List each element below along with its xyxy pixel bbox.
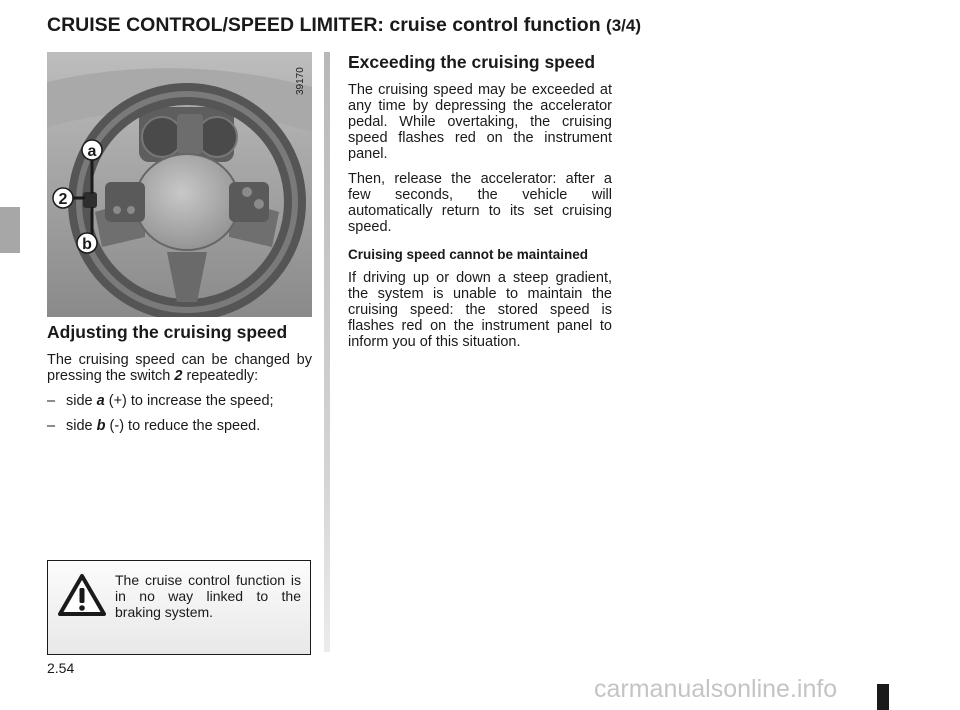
warning-box (47, 560, 311, 655)
page-number: 2.54 (47, 660, 75, 676)
cannot-maintain-heading: Cruising speed cannot be maintained (348, 247, 589, 262)
cannot-maintain-paragraph: If driving up or down a steep gradient, the system is unable to maintain the cruising speed: the stored speed is flashes red on the instrument panel to inform you of this situation. (348, 270, 612, 350)
title-part: (3/4) (606, 16, 641, 35)
svg-text:39170: 39170 (295, 67, 306, 95)
exceeding-heading: Exceeding the cruising speed (348, 52, 596, 72)
switch-ref: 2 (174, 368, 183, 384)
adjusting-intro: The cruising speed can be changed by pressing the switch 2 repeatedly: (47, 352, 312, 384)
left-column (47, 322, 312, 443)
adjusting-heading: Adjusting the cruising speed (47, 322, 288, 342)
list-item: – side b (-) to reduce the speed. (47, 418, 261, 434)
page-title (47, 14, 641, 37)
list-item: – side a (+) to increase the speed; (47, 393, 274, 409)
corner-marker (877, 684, 889, 710)
steering-wheel-illustration (47, 52, 312, 317)
warning-triangle-icon (58, 573, 106, 617)
column-divider (324, 52, 330, 652)
steering-wheel-drawing (47, 52, 312, 317)
callout-2: 2 (58, 191, 68, 208)
warning-text: The cruise control function is in no way linked to the braking system. (115, 572, 301, 620)
callout-a: a (87, 143, 97, 160)
title-main: CRUISE CONTROL/SPEED LIMITER: cruise control function (47, 14, 601, 36)
watermark: carmanualsonline.info (594, 675, 838, 703)
callout-b: b (82, 236, 92, 253)
chapter-tab (0, 207, 20, 253)
exceeding-paragraph-2: Then, release the accelerator: after a few seconds, the vehicle will automatically return to its set cruising speed. (348, 171, 612, 235)
figure-id (289, 57, 309, 97)
exceeding-paragraph-1: The cruising speed may be exceeded at any time by depressing the accelerator pedal. While overtaking, the cruising speed flashes red on the instrument panel. (348, 82, 612, 162)
right-column (348, 52, 612, 359)
